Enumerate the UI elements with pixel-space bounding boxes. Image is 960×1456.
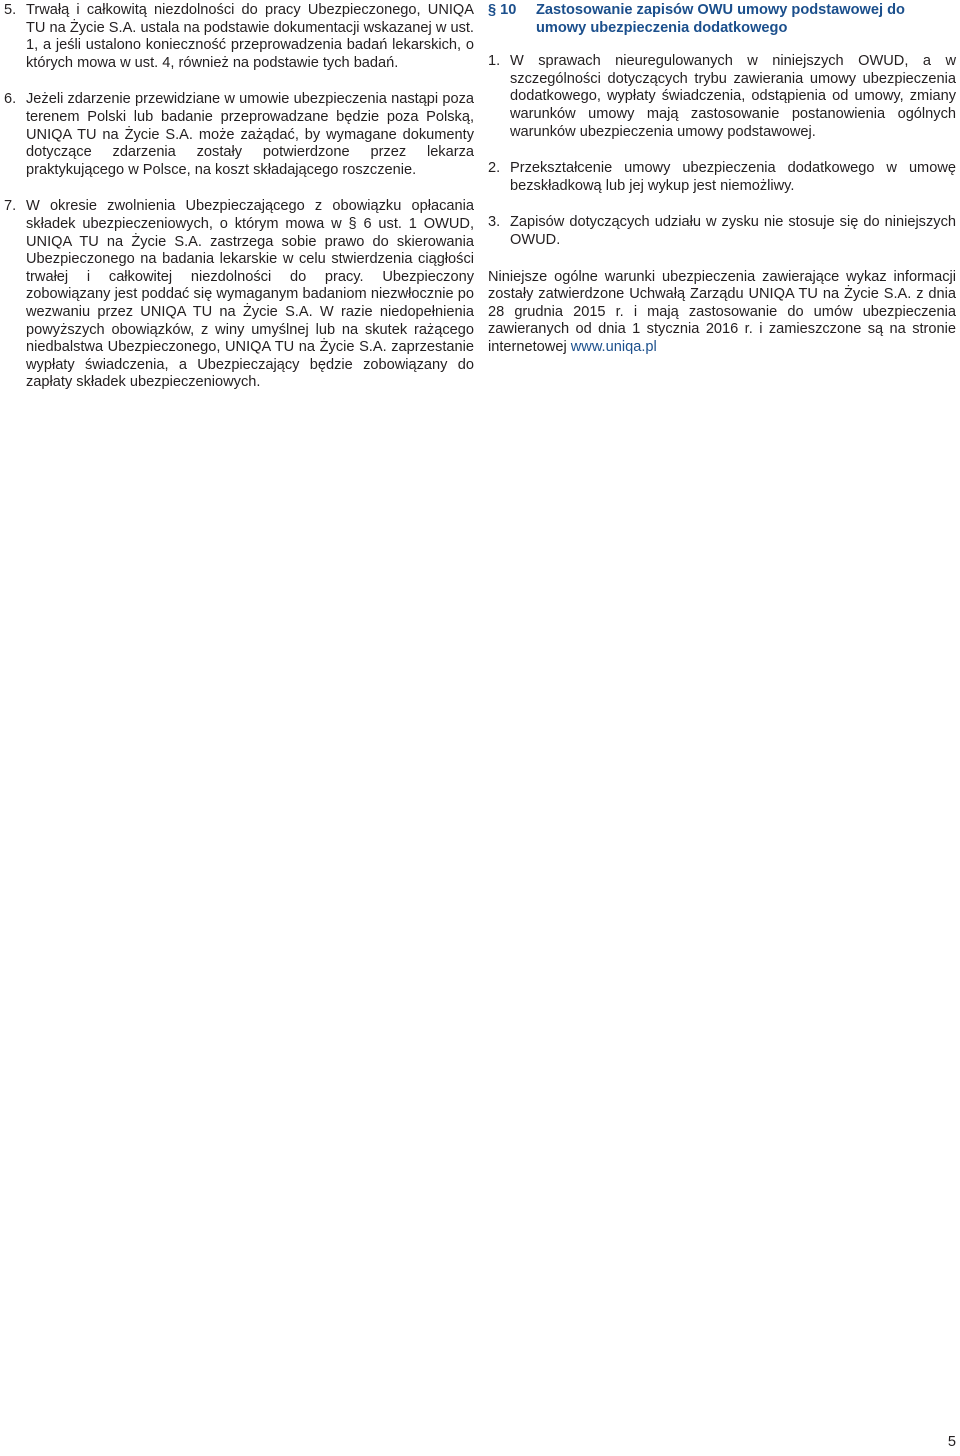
- list-item-number: 1.: [488, 53, 501, 70]
- section-title: Zastosowanie zapisów OWU umowy podstawowej do umowy ubezpieczenia dodatkowego: [536, 2, 905, 36]
- section-heading: [488, 2, 956, 37]
- list-item-text: W okresie zwolnienia Ubezpieczającego z obowiązku opłacania składek ubezpieczeniowych, o którym mowa w § 6 ust. 1 OWUD, UNIQA TU na Życie S.A. zastrzega sobie prawo do skierowania Ubezpieczonego na badania lekarskie w celu stwierdzenia ciągłości trwałej i całkowitej niezdolności do pracy. Ubezpieczony zobowiązany jest poddać się wymaganym badaniom niezwłocznie po wezwaniu przez UNIQA TU na Życie S.A. W razie niedopełnienia powyższych obowiązków, z winy umyślnej lub na skutek rażącego niedbalstwa Ubezpieczonego, UNIQA TU na Życie S.A. zaprzestanie wypłaty świadczenia, a Ubezpieczający będzie zobowiązany do zapłaty składek ubezpieczeniowych.: [26, 198, 474, 391]
- list-item-number: 3.: [488, 214, 501, 231]
- list-item-text: Trwałą i całkowitą niezdolności do pracy Ubezpieczonego, UNIQA TU na Życie S.A. ustala na podstawie dokumentacji wskazanej w ust. 1, a jeśli ustalono konieczność przeprowadzenia badań lekarskich, o których mowa w ust. 4, również na podstawie tych badań.: [26, 2, 474, 71]
- closing-text: Niniejsze ogólne warunki ubezpieczenia zawierające wykaz informacji zostały zatwierdzone Uchwałą Zarządu UNIQA TU na Życie S.A. z dnia 28 grudnia 2015 r. i mają zastosowanie do umów ubezpieczenia zawieranych od dnia 1 stycznia 2016 r. i zamieszczone są na stronie internetowej: [488, 268, 956, 355]
- list-item-1: [488, 53, 956, 141]
- page-number: 5: [947, 1434, 956, 1450]
- closing-paragraph: [488, 269, 956, 357]
- website-link[interactable]: www.uniqa.pl: [570, 338, 657, 355]
- section-number: § 10: [488, 2, 517, 18]
- list-item-6: [4, 91, 474, 179]
- list-item-text: Przekształcenie umowy ubezpieczenia dodatkowego w umowę bezskładkową lub jej wykup jest niemożliwy.: [510, 160, 956, 194]
- left-column: [4, 2, 474, 411]
- list-item-number: 7.: [4, 198, 17, 215]
- list-item-3: [488, 214, 956, 249]
- list-item-number: 5.: [4, 2, 17, 18]
- list-item-number: 6.: [4, 91, 17, 108]
- list-item-text: Zapisów dotyczących udziału w zysku nie stosuje się do niniejszych OWUD.: [510, 214, 956, 248]
- list-item-text: W sprawach nieuregulowanych w niniejszych OWUD, a w szczególności dotyczących trybu zawierania umowy ubezpieczenia dodatkowego, wypłaty świadczenia, odstąpienia od umowy, zmiany warunków umowy mają zastosowanie postanowienia ogólnych warunków ubezpieczenia umowy podstawowej.: [510, 53, 956, 140]
- list-item-2: [488, 160, 956, 195]
- list-item-5: [4, 2, 474, 72]
- list-item-text: Jeżeli zdarzenie przewidziane w umowie ubezpieczenia nastąpi poza terenem Polski lub badanie przeprowadzane będzie poza Polską, UNIQA TU na Życie S.A. może zażądać, by wymagane dokumenty dotyczące zdarzenia zostały potwierdzone przez lekarza praktykującego w Polsce, na koszt składającego roszczenie.: [26, 91, 474, 178]
- right-column: [488, 2, 956, 371]
- list-item-7: [4, 198, 474, 392]
- list-item-number: 2.: [488, 160, 501, 177]
